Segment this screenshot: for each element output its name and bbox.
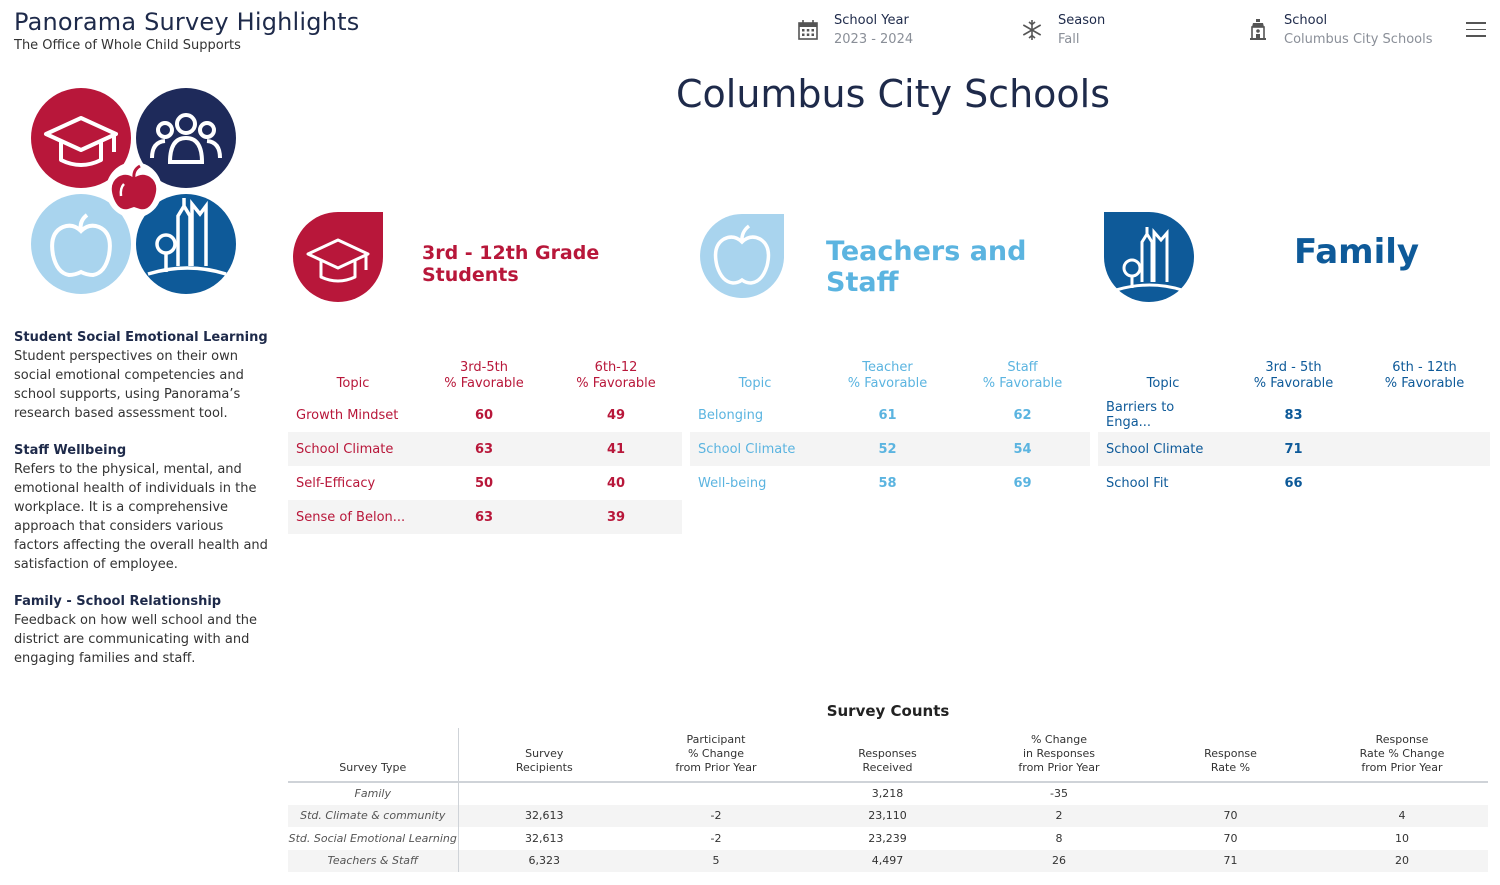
- school-year-value[interactable]: 2023 - 2024: [834, 32, 914, 47]
- apple-icon: [698, 212, 786, 302]
- season-value[interactable]: Fall: [1058, 32, 1080, 47]
- topic-cell: Growth Mindset: [296, 407, 399, 423]
- col-3rd-5th: 3rd-5th % Favorable: [444, 360, 524, 391]
- definition-title: Student Social Emotional Learning: [14, 330, 268, 345]
- topic-cell: Barriers to Enga...: [1106, 400, 1175, 430]
- col-response-rate-change: Response Rate % Change from Prior Year: [1316, 728, 1488, 782]
- table-row[interactable]: Std. Climate & community 32,613 -2 23,110 2 70 4: [288, 805, 1488, 828]
- definition-text: Feedback on how well school and the district are communicating with and engaging families and staff.: [14, 613, 258, 666]
- col-topic: Topic: [1146, 376, 1180, 391]
- topic-cell: School Climate: [1098, 432, 1228, 466]
- students-panel: [288, 212, 682, 552]
- definition-title: Family - School Relationship: [14, 594, 222, 609]
- school-icon: [1246, 18, 1270, 42]
- definition-staff-wellbeing: [14, 441, 269, 574]
- col-survey-recipients: Survey Recipients: [458, 728, 630, 782]
- col-6th-12: 6th-12 % Favorable: [576, 360, 656, 391]
- whole-child-logo: [28, 86, 240, 296]
- table-row[interactable]: Std. Social Emotional Learning 32,613 -2 23,239 8 70 10: [288, 827, 1488, 850]
- season-filter[interactable]: [1020, 12, 1105, 50]
- app-subtitle: The Office of Whole Child Supports: [14, 38, 241, 53]
- col-responses-received: Responses Received: [802, 728, 973, 782]
- col-teacher: Teacher % Favorable: [847, 360, 928, 391]
- col-participant-change: Participant % Change from Prior Year: [630, 728, 802, 782]
- definition-sel: [14, 328, 269, 423]
- app-title: Panorama Survey Highlights: [14, 8, 360, 36]
- topic-cell: Well-being: [698, 475, 767, 491]
- table-row[interactable]: Teachers & Staff 6,323 5 4,497 26 71 20: [288, 850, 1488, 873]
- students-title: 3rd - 12th Grade Students: [422, 242, 600, 286]
- survey-counts-title: Survey Counts: [826, 702, 950, 720]
- students-table: [288, 360, 682, 534]
- table-row[interactable]: School Fit 66: [1098, 466, 1490, 500]
- city-skyline-icon: [1104, 212, 1194, 302]
- district-title: Columbus City Schools: [675, 72, 1111, 116]
- col-topic: Topic: [336, 376, 370, 391]
- table-row[interactable]: School Climate 71: [1098, 432, 1490, 466]
- definitions: [14, 328, 269, 686]
- col-survey-type: Survey Type: [288, 728, 458, 782]
- definition-text: Student perspectives on their own social emotional competencies and school supports, using Panorama’s research based assessment tool.: [14, 349, 244, 421]
- table-row[interactable]: Belonging 61 62: [690, 398, 1090, 432]
- table-row[interactable]: Well-being 58 69: [690, 466, 1090, 500]
- school-year-label: School Year: [834, 13, 909, 28]
- topic-cell: School Climate: [288, 432, 418, 466]
- graduation-cap-icon: [293, 212, 383, 302]
- snowflake-icon: [1020, 18, 1044, 42]
- teachers-panel: [690, 212, 1090, 552]
- col-topic: Topic: [738, 376, 772, 391]
- school-label: School: [1284, 13, 1328, 28]
- col-3rd-5th: 3rd - 5th % Favorable: [1253, 360, 1334, 391]
- family-title: Family: [1294, 232, 1420, 272]
- table-row[interactable]: School Climate 63 41: [288, 432, 682, 466]
- col-response-rate: Response Rate %: [1145, 728, 1316, 782]
- teachers-table: [690, 360, 1090, 500]
- col-staff: Staff % Favorable: [982, 360, 1063, 391]
- school-filter[interactable]: [1246, 12, 1432, 50]
- col-6th-12th: 6th - 12th % Favorable: [1384, 360, 1465, 391]
- table-row[interactable]: School Climate 52 54: [690, 432, 1090, 466]
- family-table: [1098, 360, 1490, 500]
- family-panel: [1098, 212, 1490, 552]
- header: [0, 0, 1500, 60]
- definition-family-school: [14, 592, 269, 668]
- calendar-icon: [796, 18, 820, 42]
- col-responses-change: % Change in Responses from Prior Year: [973, 728, 1145, 782]
- school-value[interactable]: Columbus City Schools: [1284, 32, 1433, 47]
- topic-cell: School Climate: [690, 432, 820, 466]
- teachers-title: Teachers and Staff: [826, 236, 1027, 298]
- survey-counts-table: [288, 728, 1488, 872]
- hamburger-menu-icon[interactable]: [1466, 22, 1486, 38]
- topic-cell: Sense of Belon...: [288, 500, 418, 534]
- school-year-filter[interactable]: [796, 12, 913, 50]
- table-row[interactable]: Sense of Belon... 63 39: [288, 500, 682, 534]
- topic-cell: School Fit: [1106, 475, 1169, 491]
- definition-title: Staff Wellbeing: [14, 443, 127, 458]
- definition-text: Refers to the physical, mental, and emotional health of individuals in the workplace. It is a comprehensive approach that considers various factors affecting the overall health and satisfaction of employee.: [14, 462, 268, 572]
- table-row[interactable]: Self-Efficacy 50 40: [288, 466, 682, 500]
- season-label: Season: [1058, 13, 1106, 28]
- topic-cell: Belonging: [698, 407, 764, 423]
- table-row[interactable]: Growth Mindset 60 49: [288, 398, 682, 432]
- table-row[interactable]: Family 3,218 -35: [288, 782, 1488, 805]
- topic-cell: Self-Efficacy: [296, 475, 376, 491]
- table-row[interactable]: Barriers to Enga... 83: [1098, 398, 1490, 432]
